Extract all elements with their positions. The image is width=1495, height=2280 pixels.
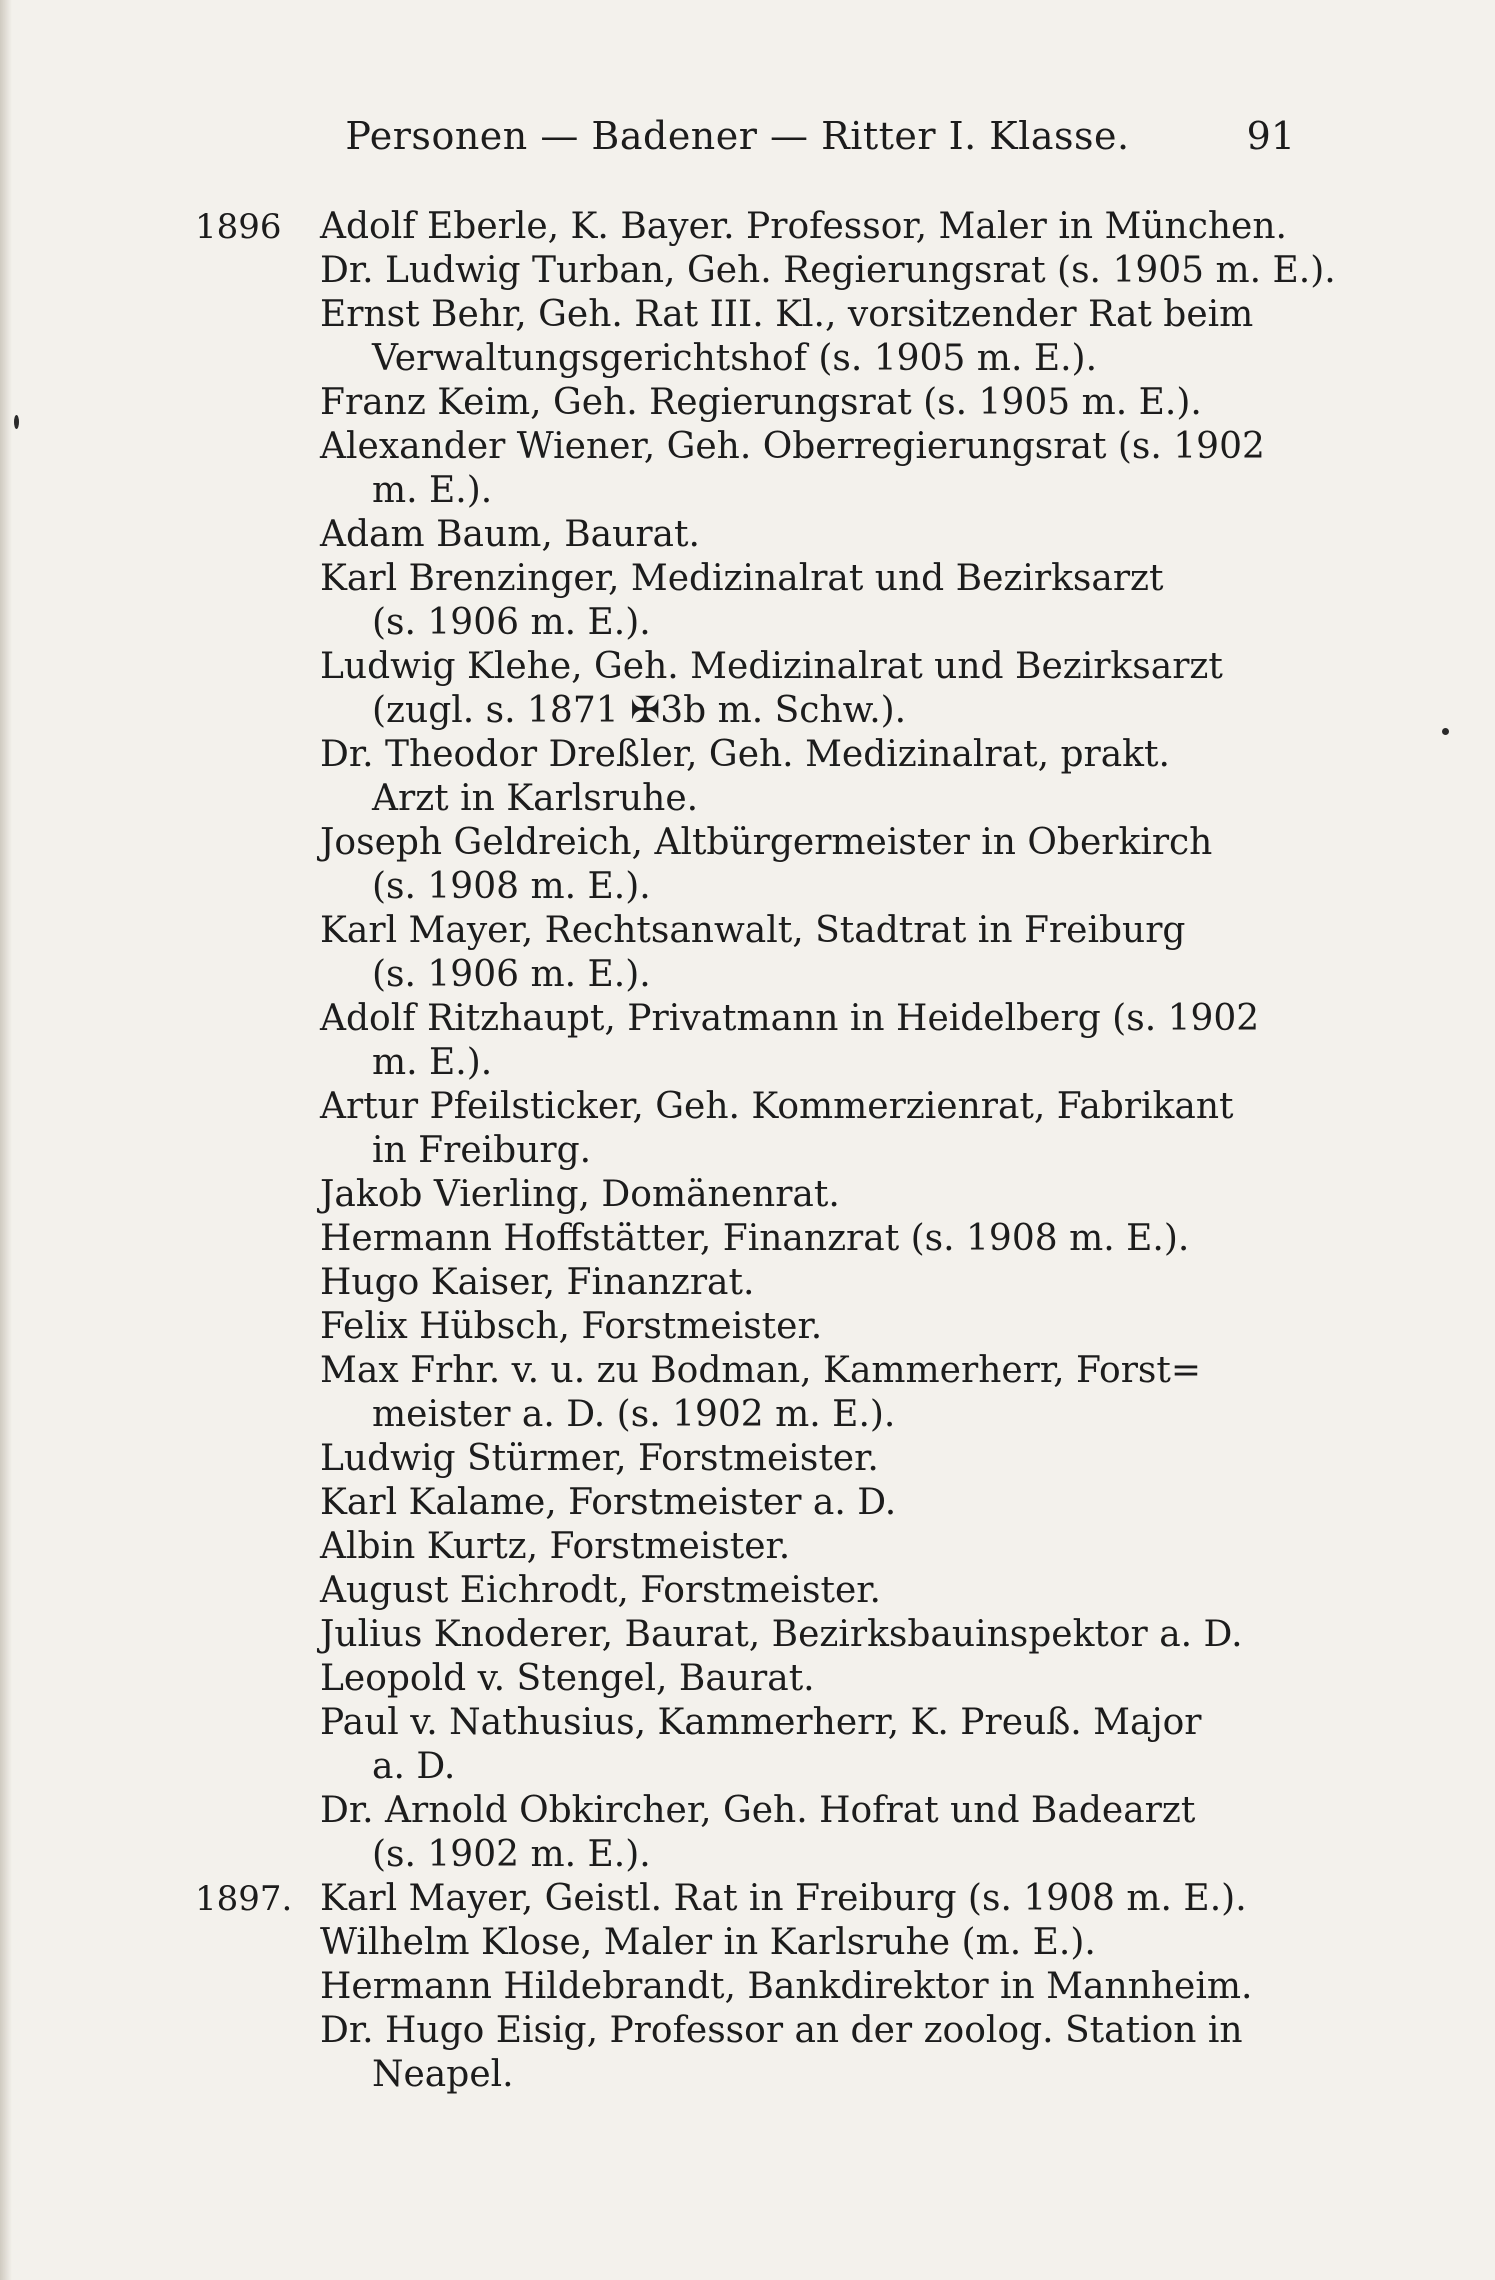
entry <box>195 1965 1300 2009</box>
entry-line: Alexander Wiener, Geh. Oberregierungsrat (s. 1902 <box>320 426 1265 467</box>
entry-continuation-line: in Freiburg. <box>372 1130 592 1171</box>
entry-list <box>195 205 1336 2097</box>
entry-line: Felix Hübsch, Forstmeister. <box>320 1306 823 1347</box>
page-edge <box>0 0 12 2280</box>
entry-line: Artur Pfeilsticker, Geh. Kommerzienrat, Fabrikant <box>320 1086 1234 1127</box>
entry-line: Julius Knoderer, Baurat, Bezirksbauinspektor a. D. <box>320 1614 1243 1655</box>
entry-line: Jakob Vierling, Domänenrat. <box>320 1174 840 1215</box>
entry <box>195 1261 1300 1305</box>
entry <box>195 249 1336 293</box>
entry-line: Ludwig Stürmer, Forstmeister. <box>320 1438 879 1479</box>
entry-continuation-line: meister a. D. (s. 1902 m. E.). <box>372 1394 896 1435</box>
entry-line: Karl Brenzinger, Medizinalrat und Bezirksarzt <box>320 558 1164 599</box>
entry-line: Hermann Hildebrandt, Bankdirektor in Mannheim. <box>320 1966 1253 2007</box>
entry <box>195 1349 1300 1437</box>
entry <box>195 205 1300 249</box>
entry-continuation-line: m. E.). <box>372 1042 493 1083</box>
entry <box>195 733 1300 821</box>
entry-continuation-line: m. E.). <box>372 470 493 511</box>
entry <box>195 381 1300 425</box>
ink-speck <box>1442 728 1449 735</box>
entry-line: Adolf Ritzhaupt, Privatmann in Heidelberg (s. 1902 <box>320 998 1260 1039</box>
entry <box>195 821 1300 909</box>
ink-speck <box>14 415 19 429</box>
entry <box>195 557 1300 645</box>
entry-line: Dr. Ludwig Turban, Geh. Regierungsrat (s. 1905 m. E.). <box>320 250 1336 291</box>
page-number: 91 <box>1246 114 1295 158</box>
entry-line: Dr. Theodor Dreßler, Geh. Medizinalrat, prakt. <box>320 734 1170 775</box>
entry-line: Karl Mayer, Rechtsanwalt, Stadtrat in Freiburg <box>320 910 1186 951</box>
entry-line: Paul v. Nathusius, Kammerherr, K. Preuß. Major <box>320 1702 1202 1743</box>
entry <box>195 1701 1300 1789</box>
entry <box>195 1613 1300 1657</box>
entry-line: Hermann Hoffstätter, Finanzrat (s. 1908 m. E.). <box>320 1218 1190 1259</box>
entry <box>195 1569 1300 1613</box>
entry-line: Leopold v. Stengel, Baurat. <box>320 1658 815 1699</box>
entry-line: Ernst Behr, Geh. Rat III. Kl., vorsitzender Rat beim <box>320 294 1254 335</box>
entry <box>195 425 1300 513</box>
entry <box>195 1173 1300 1217</box>
entry-continuation-line: (s. 1906 m. E.). <box>372 954 651 995</box>
entry <box>195 2009 1300 2097</box>
entry-line: Adolf Eberle, K. Bayer. Professor, Maler in München. <box>320 206 1287 247</box>
entry-line: Ludwig Klehe, Geh. Medizinalrat und Bezirksarzt <box>320 646 1223 687</box>
entry-line: Adam Baum, Baurat. <box>320 514 700 555</box>
entry-continuation-line: (s. 1902 m. E.). <box>372 1834 651 1875</box>
entry <box>195 293 1300 381</box>
entry <box>195 909 1300 997</box>
entry-line: Karl Kalame, Forstmeister a. D. <box>320 1482 897 1523</box>
entry <box>195 1085 1300 1173</box>
entry-continuation-line: Arzt in Karlsruhe. <box>372 778 699 819</box>
entry-line: Albin Kurtz, Forstmeister. <box>320 1526 791 1567</box>
entry <box>195 997 1300 1085</box>
entry-line: Hugo Kaiser, Finanzrat. <box>320 1262 755 1303</box>
entry-continuation-line: Neapel. <box>372 2054 514 2095</box>
entry-line: Max Frhr. v. u. zu Bodman, Kammerherr, Forst= <box>320 1350 1202 1391</box>
entry-year: 1897. <box>195 1879 293 1919</box>
entry <box>195 1437 1300 1481</box>
entry-continuation-line: Verwaltungsgerichtshof (s. 1905 m. E.). <box>372 338 1098 379</box>
running-head: Personen — Badener — Ritter I. Klasse. <box>345 114 1130 158</box>
entry-line: Dr. Hugo Eisig, Professor an der zoolog. Station in <box>320 2010 1243 2051</box>
entry-line: August Eichrodt, Forstmeister. <box>320 1570 881 1611</box>
entry-continuation-line: (s. 1906 m. E.). <box>372 602 651 643</box>
entry-line: Franz Keim, Geh. Regierungsrat (s. 1905 m. E.). <box>320 382 1202 423</box>
entry <box>195 1789 1300 1877</box>
entry <box>195 1305 1300 1349</box>
entry-continuation-line: (zugl. s. 1871 ✠3b m. Schw.). <box>372 690 907 731</box>
entry <box>195 1921 1300 1965</box>
entry <box>195 1877 1300 1921</box>
entry <box>195 1525 1300 1569</box>
entry-continuation-line: (s. 1908 m. E.). <box>372 866 651 907</box>
entry-line: Joseph Geldreich, Altbürgermeister in Oberkirch <box>320 822 1213 863</box>
entry <box>195 645 1300 733</box>
entry-continuation-line: a. D. <box>372 1746 456 1787</box>
entry <box>195 1217 1300 1261</box>
entry-line: Dr. Arnold Obkircher, Geh. Hofrat und Badearzt <box>320 1790 1196 1831</box>
entry <box>195 513 1300 557</box>
entry-line: Wilhelm Klose, Maler in Karlsruhe (m. E.). <box>320 1922 1096 1963</box>
entry <box>195 1657 1300 1701</box>
page-header <box>320 106 1295 166</box>
entry-year: 1896 <box>195 207 282 247</box>
entry-line: Karl Mayer, Geistl. Rat in Freiburg (s. 1908 m. E.). <box>320 1878 1247 1919</box>
entry <box>195 1481 1300 1525</box>
